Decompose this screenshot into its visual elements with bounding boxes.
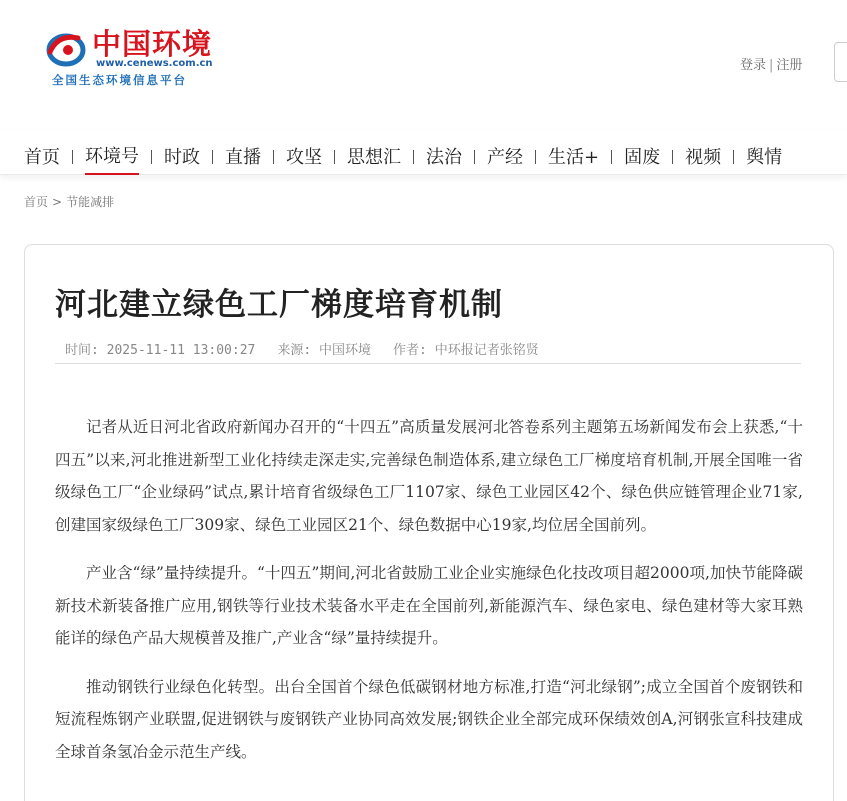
breadcrumb-home-link[interactable]: 首页 <box>24 195 49 209</box>
source-label: 来源: <box>277 343 312 358</box>
breadcrumb <box>24 193 114 210</box>
nav-divider <box>611 150 612 164</box>
breadcrumb-category-link[interactable]: 节能减排 <box>66 195 115 209</box>
site-header <box>0 0 847 130</box>
nav-item-solid-waste[interactable]: 固废 <box>624 147 661 168</box>
nav-item-law[interactable]: 法治 <box>426 147 462 168</box>
nav-item-env-account[interactable]: 环境号 <box>85 142 139 175</box>
nav-item-video[interactable]: 视频 <box>685 147 722 168</box>
logo-swirl-icon <box>44 28 88 68</box>
nav-divider <box>72 150 73 164</box>
author-label: 作者: <box>393 343 427 358</box>
nav-divider <box>672 150 673 164</box>
logo-url: www.cenews.com.cn <box>96 58 213 69</box>
nav-item-politics[interactable]: 时政 <box>164 147 200 168</box>
nav-divider <box>212 150 213 164</box>
login-link[interactable]: 登录 <box>740 58 767 73</box>
article-title: 河北建立绿色工厂梯度培育机制 <box>55 287 503 323</box>
nav-divider <box>474 150 475 164</box>
article-author: 中环报记者张铭贤 <box>434 343 539 358</box>
breadcrumb-separator: > <box>52 195 63 209</box>
nav-divider <box>273 150 274 164</box>
publish-time: 2025-11-11 13:00:27 <box>106 343 256 358</box>
site-logo[interactable] <box>44 24 244 94</box>
article-paragraph: 产业含“绿”量持续提升。“十四五”期间,河北省鼓励工业企业实施绿色化技改项目超2000项,加快节能降碳新技术新装备推广应用,钢铁等行业技术装备水平走在全国前列,新能源汽车、绿色家电、绿色建材等大家耳熟能详的绿色产品大规模普及推广,产业含“绿”量持续提升。 <box>55 564 803 647</box>
register-link[interactable]: 注册 <box>776 58 803 73</box>
article-source: 中国环境 <box>319 343 372 358</box>
article-paragraph: 推动钢铁行业绿色化转型。出台全国首个绿色低碳钢材地方标准,打造“河北绿钢”;成立全国首个废钢铁和短流程炼钢产业联盟,促进钢铁与废钢铁产业协同高效发展;钢铁企业全部完成环保绩效创A,河钢张宣科技建成全球首条氢冶金示范生产线。 <box>55 677 803 761</box>
logo-slogan: 全国生态环境信息平台 <box>52 73 187 87</box>
nav-divider <box>151 150 152 164</box>
article-body <box>55 411 803 784</box>
nav-item-live[interactable]: 直播 <box>225 147 261 168</box>
article-card <box>24 244 834 801</box>
nav-item-public-opinion[interactable]: 舆情 <box>746 147 783 168</box>
time-label: 时间: <box>65 343 99 358</box>
search-input[interactable] <box>834 42 847 82</box>
main-nav <box>0 130 847 175</box>
logo-title: 中国环境 <box>92 27 213 61</box>
nav-item-tackle[interactable]: 攻坚 <box>286 147 322 168</box>
auth-links <box>740 54 802 73</box>
nav-list <box>24 142 782 175</box>
nav-divider <box>535 150 536 164</box>
nav-divider <box>334 150 335 164</box>
nav-divider <box>733 150 734 164</box>
nav-item-ideas[interactable]: 思想汇 <box>347 147 401 168</box>
auth-separator: | <box>769 58 774 73</box>
article-meta <box>65 339 539 358</box>
nav-item-home[interactable]: 首页 <box>24 147 60 168</box>
meta-divider <box>55 363 801 364</box>
nav-divider <box>413 150 414 164</box>
nav-item-industry[interactable]: 产经 <box>487 147 523 168</box>
nav-item-life[interactable]: 生活+ <box>548 147 600 168</box>
article-paragraph: 记者从近日河北省政府新闻办召开的“十四五”高质量发展河北答卷系列主题第五场新闻发布会上获悉,“十四五”以来,河北推进新型工业化持续走深走实,完善绿色制造体系,建立绿色工厂梯度培育机制,开展全国唯一省级绿色工厂“企业绿码”试点,累计培育省级绿色工厂1107家、绿色工业园区42个、绿色供应链管理企业71家,创建国家级绿色工厂309家、绿色工业园区21个、绿色数据中心19家,均位居全国前列。 <box>55 418 803 534</box>
